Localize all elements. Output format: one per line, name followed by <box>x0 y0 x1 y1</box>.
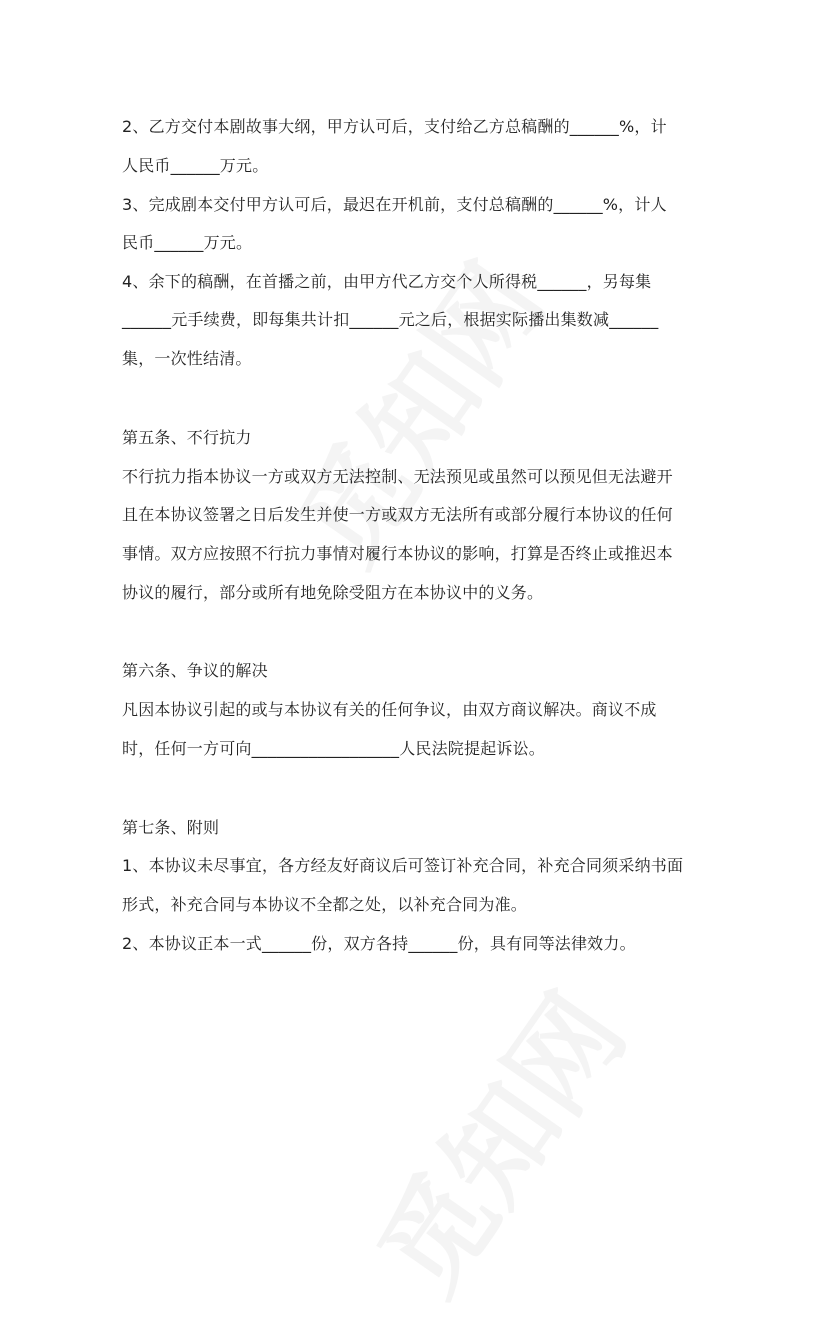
text-line: 且在本协议签署之日后发生并使一方或双方无法所有或部分履行本协议的任何 <box>122 505 673 524</box>
text-line: 人民币______万元。 <box>122 156 269 175</box>
section-heading: 第七条、附则 <box>122 818 220 837</box>
text-line: 不行抗力指本协议一方或双方无法控制、无法预见或虽然可以预见但无法避开 <box>122 467 673 486</box>
text-line: 集，一次性结清。 <box>122 349 252 368</box>
text-line: 3、完成剧本交付甲方认可后，最迟在开机前，支付总稿酬的______%，计人 <box>122 195 667 214</box>
text-line: 2、乙方交付本剧故事大纲，甲方认可后，支付给乙方总稿酬的______%，计 <box>122 117 667 136</box>
text-line: 民币______万元。 <box>122 233 253 252</box>
text-line: 2、本协议正本一式______份，双方各持______份，具有同等法律效力。 <box>122 934 636 953</box>
text-line: ______元手续费，即每集共计扣______元之后，根据实际播出集数减______ <box>122 310 659 329</box>
text-line: 凡因本协议引起的或与本协议有关的任何争议，由双方商议解决。商议不成 <box>122 700 657 719</box>
text-line: 时，任何一方可向__________________人民法院提起诉讼。 <box>122 739 546 758</box>
text-line: 协议的履行，部分或所有地免除受阻方在本协议中的义务。 <box>122 583 544 602</box>
text-line: 形式，补充合同与本协议不全都之处，以补充合同为准。 <box>122 895 528 914</box>
text-line: 4、余下的稿酬，在首播之前，由甲方代乙方交个人所得税______，另每集 <box>122 272 652 291</box>
watermark <box>336 959 655 1319</box>
text-line: 1、本协议未尽事宜，各方经友好商议后可签订补充合同，补充合同须采纳书面 <box>122 856 684 875</box>
text-line: 事情。双方应按照不行抗力事情对履行本协议的影响，打算是否终止或推迟本 <box>122 544 673 563</box>
section-heading: 第五条、不行抗力 <box>122 428 252 447</box>
section-heading: 第六条、争议的解决 <box>122 661 268 680</box>
